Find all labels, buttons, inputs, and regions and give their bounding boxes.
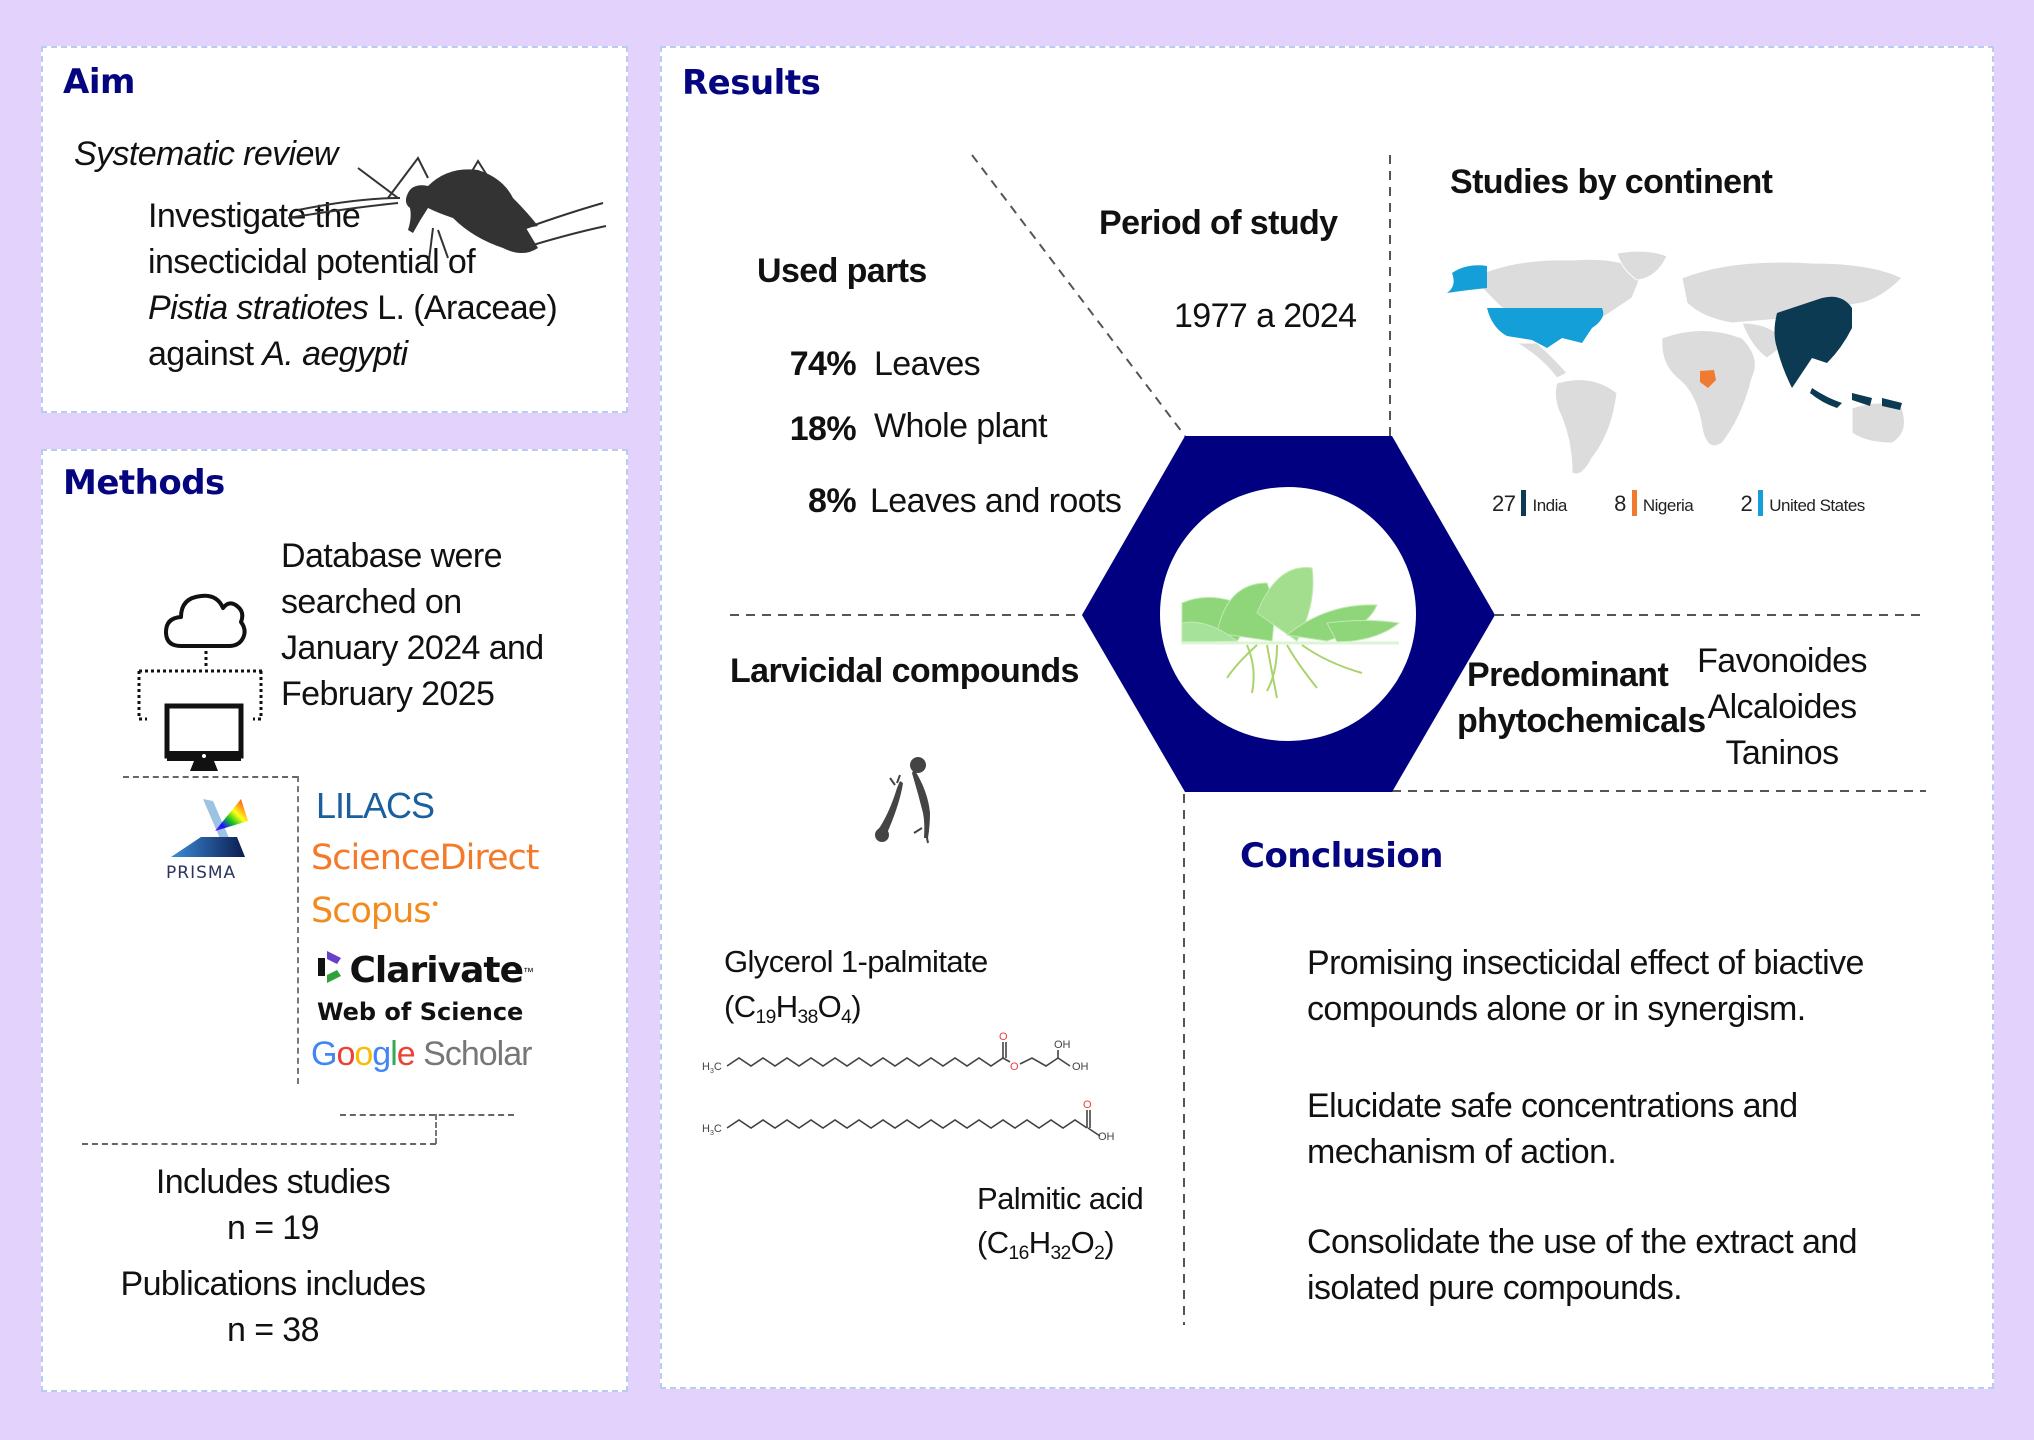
svg-text:O: O [1083, 1099, 1092, 1111]
continent-title: Studies by continent [1450, 163, 1773, 201]
legend-us-swatch [1758, 490, 1763, 516]
conclusion-3-line-1: Consolidate the use of the extract and [1307, 1223, 1857, 1261]
phytochemical-3: Taninos [1725, 734, 1839, 772]
period-title: Period of study [1099, 204, 1338, 242]
phytochemical-2: Alcaloides [1707, 688, 1857, 726]
formula-2-h: 32 [1050, 1243, 1071, 1264]
database-web-of-science: Web of Science [317, 998, 524, 1026]
prisma-label: PRISMA [166, 863, 237, 883]
merge-connector-top [340, 1114, 514, 1116]
legend-us-label: United States [1769, 496, 1865, 515]
larvae-icon [870, 753, 950, 848]
prisma-bracket-top [123, 776, 298, 778]
database-google-scholar: Google Scholar [311, 1035, 532, 1073]
database-clarivate [315, 948, 534, 991]
methods-title: Methods [63, 463, 225, 503]
methods-panel [41, 449, 628, 1392]
clarivate-logo-icon [315, 948, 345, 986]
target-species: A. aegypti [262, 335, 408, 373]
used-part-label-2: Whole plant [874, 407, 1047, 445]
search-date-line-2: searched on [281, 583, 462, 621]
map-region-united-states [1487, 308, 1603, 348]
conclusion-2-line-1: Elucidate safe concentrations and [1307, 1087, 1798, 1125]
compound-1-formula: $(C_{19}H_{38}O_4)$ [724, 989, 861, 1028]
h3c-label-1: $H_3C$ [702, 1061, 722, 1075]
aim-subtitle: Systematic review [74, 135, 338, 173]
used-part-pct-1: 74% [789, 345, 856, 383]
formula-2-c: 16 [1008, 1243, 1029, 1264]
conclusion-1-line-2: compounds alone or in synergism. [1307, 990, 1806, 1028]
larvicidal-title: Larvicidal compounds [730, 652, 1079, 690]
conclusion-title: Conclusion [1240, 836, 1443, 876]
scopus-label: Scopus [311, 891, 431, 931]
cloud-icon [163, 586, 249, 652]
conclusion-1-line-1: Promising insecticidal effect of biactive [1307, 944, 1864, 982]
phytochemicals-title-2: phytochemicals [1457, 702, 1706, 740]
aim-line-4 [148, 331, 408, 377]
scholar-label: Scholar [423, 1035, 532, 1073]
used-part-label-1: Leaves [874, 345, 981, 383]
used-part-label-3: Leaves and roots [870, 482, 1122, 520]
includes-studies-count: n = 19 [227, 1209, 319, 1247]
database-lilacs: LILACS [316, 785, 435, 826]
world-map [1432, 248, 1932, 488]
conclusion-2-line-2: mechanism of action. [1307, 1133, 1617, 1171]
species-author: L. (Araceae) [368, 289, 558, 327]
used-part-pct-3: 8% [808, 482, 856, 520]
continent-legend [1492, 490, 1865, 517]
database-scopus: Scopus• [311, 891, 439, 931]
used-part-pct-2: 18% [789, 410, 856, 448]
period-value: 1977 a 2024 [1174, 297, 1357, 335]
h3c-label-2: $H_3C$ [702, 1123, 722, 1137]
svg-text:O: O [1010, 1061, 1019, 1073]
svg-text:OH: OH [1072, 1061, 1089, 1073]
water-lettuce-plant-icon [1177, 563, 1402, 703]
legend-nigeria-count: 8 [1614, 491, 1626, 516]
formula-1-c: 19 [755, 1007, 776, 1028]
search-date-line-4: February 2025 [281, 675, 495, 713]
svg-text:O: O [999, 1031, 1008, 1043]
phytochemicals-title-1: Predominant [1467, 656, 1669, 694]
phytochemical-1: Favonoides [1697, 642, 1867, 680]
aim-panel [41, 46, 628, 413]
trademark: ™ [522, 966, 534, 979]
aim-title: Aim [63, 62, 135, 102]
merge-connector-bottom [82, 1143, 436, 1145]
legend-india-count: 27 [1492, 491, 1516, 516]
database-sciencedirect: ScienceDirect [311, 838, 539, 878]
aim-line-3 [148, 285, 557, 331]
legend-nigeria-swatch [1632, 490, 1637, 516]
map-region-alaska [1447, 265, 1487, 293]
publications-count: n = 38 [227, 1311, 319, 1349]
search-date-line-1: Database were [281, 537, 502, 575]
aim-line-2: insecticidal potential of [148, 243, 476, 281]
mosquito-icon [288, 158, 608, 268]
results-panel [660, 46, 1994, 1389]
map-region-india-china [1775, 297, 1853, 388]
compound-2-formula: $(C_{16}H_{32}O_2)$ [977, 1225, 1114, 1264]
formula-1-h: 38 [797, 1007, 818, 1028]
includes-studies-label: Includes studies [155, 1163, 391, 1201]
conclusion-3-line-2: isolated pure compounds. [1307, 1269, 1682, 1307]
results-title: Results [682, 63, 821, 103]
legend-india-swatch [1521, 490, 1526, 516]
chemical-structures [702, 1031, 1122, 1188]
publications-label: Publications includes [120, 1265, 426, 1303]
used-parts-title: Used parts [757, 252, 927, 290]
svg-text:OH: OH [1054, 1039, 1071, 1051]
formula-2-o: 2 [1094, 1243, 1105, 1264]
merge-connector-stem [435, 1114, 437, 1144]
compound-1-name: Glycerol 1-palmitate [724, 944, 988, 979]
svg-text:OH: OH [1098, 1131, 1115, 1143]
monitor-icon [164, 703, 244, 775]
legend-nigeria-label: Nigeria [1642, 496, 1694, 515]
prisma-logo-icon [163, 791, 263, 866]
prisma-bracket-side [297, 776, 299, 1084]
species-name: Pistia stratiotes [148, 289, 369, 327]
aim-line-1: Investigate the [148, 197, 361, 235]
against-label: against [148, 335, 263, 373]
formula-1-o: 4 [841, 1007, 852, 1028]
compound-2-name: Palmitic acid [977, 1181, 1144, 1216]
search-date-line-3: January 2024 and [281, 629, 544, 667]
clarivate-label: Clarivate [349, 950, 523, 991]
legend-us-count: 2 [1740, 491, 1753, 516]
legend-india-label: India [1532, 496, 1567, 515]
